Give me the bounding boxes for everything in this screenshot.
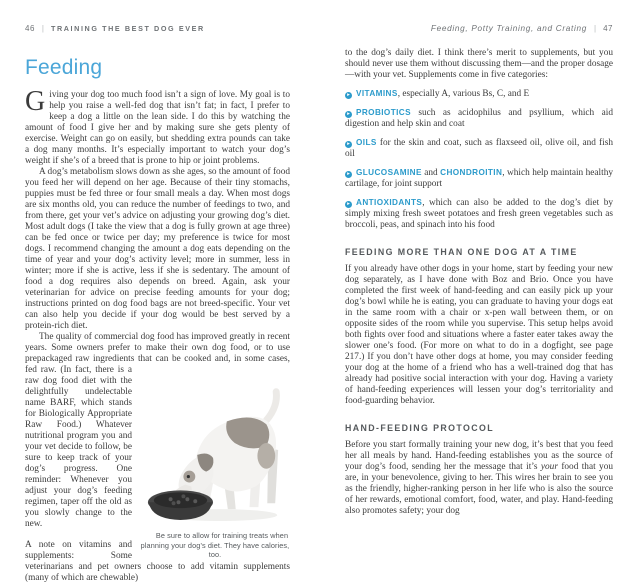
running-header-right <box>345 24 613 36</box>
right-body-copy <box>345 48 613 517</box>
photo-caption: Be sure to allow for training treats when planning your dog’s diet. They have calories, too. <box>140 531 290 559</box>
chapter-title: Feeding <box>25 56 103 79</box>
bullet-keyword: ANTIOXIDANTS <box>356 198 423 207</box>
circle-arrow-right-icon: ▸ <box>345 141 352 148</box>
paragraph-food-quality-a: The quality of commercial dog food has improved greatly in recent years. Some owners prefer to make their own dog food, or to use prepackaged raw ingredients that can be cooked and, in some cases, fed raw. <box>25 332 290 375</box>
section-heading-multiple-dogs: FEEDING MORE THAN ONE DOG AT A TIME <box>345 247 578 257</box>
bullet-keyword: GLUCOSAMINE <box>356 168 422 177</box>
paragraph-multiple-dogs: If you already have other dogs in your home, start by feeding your new dog separately, as I have done with Boz and Brio. Once you have completed the first week of hand-feeding and can easily pick up your dog’s bowl while he is eating, you can graduate to having your dogs eat in the same room with a chair or x-pen wall between them, or on opposite sides of the room while you supervise. This setup helps avoid both fights over food and situations where a faster eater takes away the slower one’s food. (For more on what to do in a dogfight, see page 217.) If you don’t have other dogs at home, you may consider feeding your dog at the home of a friend who has a well-trained dog that has already had positive social interaction with your dog. Having a variety of hand-feeding experiences will lessen your dog’s territoriality and food-guarding behavior. <box>345 264 613 406</box>
paragraph-metabolism: A dog’s metabolism slows down as she ages, so the amount of food you feed her will depend on her age. Because of their tiny stomachs, puppies must be fed three or four small meals a day. When most dogs are six months old, you can reduce the number of feedings to two, and from there, get your vet’s advice on adjusting your growing dog’s diet. Most adult dogs (I take the view that a dog is fully grown at age three) can be fed once or twice per day; my preference is twice for most dogs. I recommend changing the amount a dog eats depending on the time of year and your dog’s activity level; more in summer, less in winter; more if she is active, less if she is sedentary. The amount of food a dog requires also depends on breed. Again, ask your veterinarian for advice on precise feeding amounts for your dog; instructions printed on dog food bags are not breed-specific. Your vet can also help you decide if your dog would be best served by a protein-rich diet. <box>25 167 290 331</box>
page-number-right: 47 <box>603 24 613 33</box>
paragraph-hand-feeding <box>345 440 613 517</box>
bullet-text: , which help maintain healthy cartilage, for joint support <box>345 168 613 189</box>
bullet-item-vitamins <box>345 88 613 100</box>
header-separator: | <box>41 24 44 33</box>
paragraph-intro <box>25 86 290 167</box>
page-left <box>0 0 320 583</box>
circle-arrow-right-icon: ▸ <box>345 201 352 208</box>
running-header-left <box>25 24 290 36</box>
bullet-text: for the skin and coat, such as flaxseed oil, olive oil, and fish oil <box>345 138 613 159</box>
page-number-left: 46 <box>25 24 35 33</box>
section-heading-hand-feeding: HAND-FEEDING PROTOCOL <box>345 423 494 433</box>
header-separator: | <box>594 24 597 33</box>
circle-arrow-right-icon: ▸ <box>345 171 352 178</box>
paragraph-intro-text: iving your dog too much food isn’t a sign of love. My goal is to help you raise a well-fed dog that isn’t fat; in fact, I prefer to keep a dog a little on the lean side. I do this by watching the amount of food I give her and by making sure she gets plenty of exercise. Weight can go on easily, but shedding extra pounds can take a dog many months. It’s especially important to watch your dog’s weight if she’s of a breed that is prone to hip or joint problems. <box>25 90 290 166</box>
bullet-keyword: PROBIOTICS <box>356 108 411 117</box>
bullet-item-oils <box>345 137 613 160</box>
running-title-right: Feeding, Potty Training, and Crating <box>430 24 588 33</box>
bullet-keyword: VITAMINS <box>356 89 398 98</box>
hand-feeding-italic-word: your <box>540 462 558 472</box>
paragraph-food-quality-b: (In fact, there is a raw dog food diet with the delightfully undelectable name BARF, which stands for Biologically Appropriate Raw Food.) Whatever nutritional program you and your vet decide to follow, be sure to keep track of your dog’s progress. One reminder: Whenever you adjust your dog’s feeding regimen, taper off the old as you slowly change to the new. <box>25 365 132 529</box>
bullet-item-antioxidants <box>345 197 613 231</box>
bullet-text: such as acidophilus and psyllium, which aid digestion and help skin and coat <box>345 108 613 129</box>
paragraph-food-quality <box>25 332 290 559</box>
bullet-conjunction: and <box>421 168 441 178</box>
paragraph-supplements-continued: to the dog’s daily diet. I think there’s merit to supplements, but you should never use them without discussing them—and the proper dosage—with your vet. Supplements come in five categories: <box>345 48 613 80</box>
bullet-item-probiotics <box>345 107 613 130</box>
hand-feeding-text-b: food that you are, in your benevolence, giving to her. This wires her brain to see you as the friendly, higher-ranking person in her life who is also the source of her rewards, emotional comfort, food, water, and play. Hand-feeding also promotes safety; your dog <box>345 462 613 516</box>
paragraph-supplements-note: A note on vitamins and supplements: Some veterinarians and pet owners choose to add vitamin supplements (many of which are chewable) <box>25 540 290 583</box>
circle-arrow-right-icon: ▸ <box>345 111 352 118</box>
supplement-bullet-list <box>345 88 613 231</box>
bullet-text: , especially A, various Bs, C, and E <box>397 89 530 99</box>
left-body-copy <box>25 86 290 584</box>
photo-figure <box>140 367 290 560</box>
bullet-item-glucosamine <box>345 167 613 190</box>
circle-arrow-right-icon: ▸ <box>345 92 352 99</box>
page-right <box>320 0 640 533</box>
puppy-eating-photo <box>141 367 289 525</box>
drop-cap: G <box>25 86 46 117</box>
bullet-keyword: OILS <box>356 138 377 147</box>
hand-feeding-text-a: Before you start formally training your new dog, it’s best that you feed her all meals by hand. Hand-feeding establishes you as the source of your dog’s food, sending her the message that it’s <box>345 440 613 472</box>
bullet-text: , which can also be added to the dog’s diet by simply mixing fresh sweet potatoes and fresh green vegetables such as broccoli, peas, and spinach into his food <box>345 198 613 230</box>
bullet-keyword: CHONDROITIN <box>440 168 503 177</box>
running-title-left: TRAINING THE BEST DOG EVER <box>50 24 205 33</box>
